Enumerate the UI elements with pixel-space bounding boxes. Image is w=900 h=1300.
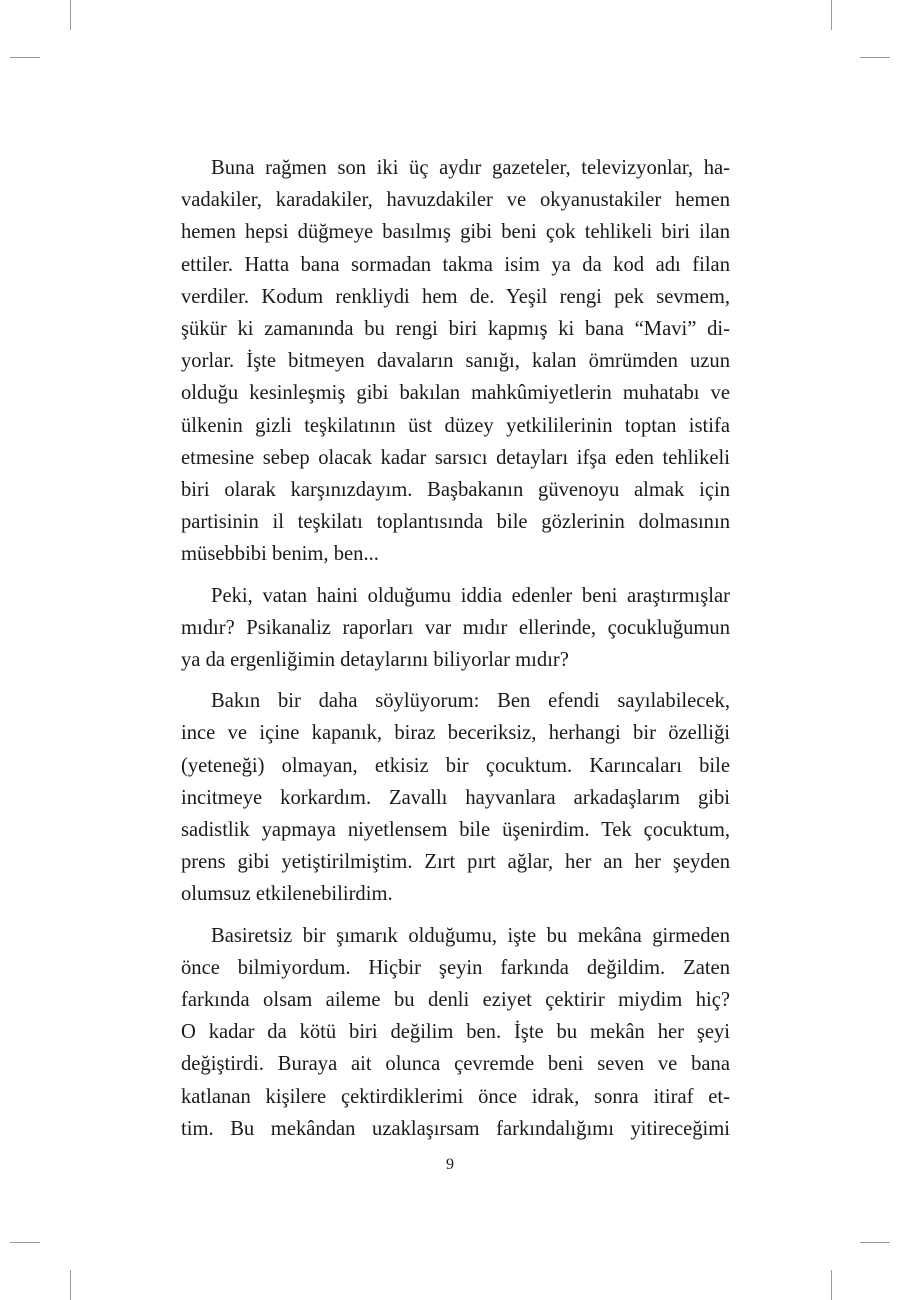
text-line: yorlar. İşte bitmeyen davaların sanığı, kalan ömrümden uzun	[181, 350, 730, 373]
text-line: hemen hepsi düğmeye basılmış gibi beni çok tehlikeli biri ilan	[181, 221, 730, 244]
text-line: olumsuz etkilenebilirdim.	[181, 883, 393, 906]
paragraph	[181, 152, 730, 571]
text-line: sadistlik yapmaya niyetlensem bile üşenirdim. Tek çocuktum,	[181, 819, 730, 842]
crop-mark-top-right-vertical	[831, 0, 832, 30]
crop-mark-bottom-right-vertical	[831, 1270, 832, 1300]
text-line: katlanan kişilere çektirdiklerimi önce idrak, sonra itiraf et-	[181, 1085, 730, 1108]
text-line: Peki, vatan haini olduğumu iddia edenler beni araştırmışlar	[211, 584, 730, 607]
text-line: olduğu kesinleşmiş gibi bakılan mahkûmiyetlerin muhatabı ve	[181, 382, 730, 405]
text-line: değiştirdi. Buraya ait olunca çevremde beni seven ve bana	[181, 1053, 730, 1076]
text-line: partisinin il teşkilatı toplantısında bile gözlerinin dolmasının	[181, 511, 730, 534]
text-line: vadakiler, karadakiler, havuzdakiler ve okyanustakiler hemen	[181, 189, 730, 212]
text-line: ince ve içine kapanık, biraz beceriksiz, herhangi bir özelliği	[181, 722, 730, 745]
crop-mark-top-left-vertical	[70, 0, 71, 30]
text-line: biri olarak karşınızdayım. Başbakanın güvenoyu almak için	[181, 479, 730, 502]
text-line: (yeteneği) olmayan, etkisiz bir çocuktum. Karıncaları bile	[181, 754, 730, 777]
text-line: farkında olsam aileme bu denli eziyet çektirir miydim hiç?	[181, 989, 730, 1012]
text-line: şükür ki zamanında bu rengi biri kapmış ki bana “Mavi” di-	[181, 318, 730, 341]
text-line: Basiretsiz bir şımarık olduğumu, işte bu mekâna girmeden	[211, 924, 730, 947]
paragraph	[181, 685, 730, 910]
text-line: ülkenin gizli teşkilatının üst düzey yetkililerinin toptan istifa	[181, 414, 730, 437]
text-line: incitmeye korkardım. Zavallı hayvanlara arkadaşlarım gibi	[181, 786, 730, 809]
text-line: tim. Bu mekândan uzaklaşırsam farkındalığımı yitireceğimi	[181, 1117, 730, 1140]
page-number: 9	[446, 1156, 454, 1173]
paragraph	[181, 920, 730, 1145]
text-line: müsebbibi benim, ben...	[181, 543, 379, 566]
text-line: verdiler. Kodum renkliydi hem de. Yeşil rengi pek sevmem,	[181, 285, 730, 308]
text-line: prens gibi yetiştirilmiştim. Zırt pırt ağlar, her an her şeyden	[181, 851, 730, 874]
crop-mark-top-left-horizontal	[10, 57, 40, 58]
crop-mark-bottom-left-vertical	[70, 1270, 71, 1300]
text-line: önce bilmiyordum. Hiçbir şeyin farkında değildim. Zaten	[181, 956, 730, 979]
text-line: O kadar da kötü biri değilim ben. İşte bu mekân her şeyi	[181, 1021, 730, 1044]
crop-mark-top-right-horizontal	[860, 57, 890, 58]
text-line: Buna rağmen son iki üç aydır gazeteler, televizyonlar, ha-	[211, 157, 730, 179]
crop-mark-bottom-right-horizontal	[860, 1242, 890, 1243]
text-line: ettiler. Hatta bana sormadan takma isim ya da kod adı filan	[181, 253, 730, 276]
text-line: Bakın bir daha söylüyorum: Ben efendi sayılabilecek,	[211, 690, 730, 713]
text-line: etmesine sebep olacak kadar sarsıcı detayları ifşa eden tehlikeli	[181, 446, 730, 469]
paragraph	[181, 580, 730, 677]
text-line: mıdır? Psikanaliz raporları var mıdır ellerinde, çocukluğumun	[181, 616, 730, 639]
text-line: ya da ergenliğimin detaylarını biliyorlar mıdır?	[181, 649, 569, 672]
crop-mark-bottom-left-horizontal	[10, 1242, 40, 1243]
body-text	[181, 152, 730, 1145]
